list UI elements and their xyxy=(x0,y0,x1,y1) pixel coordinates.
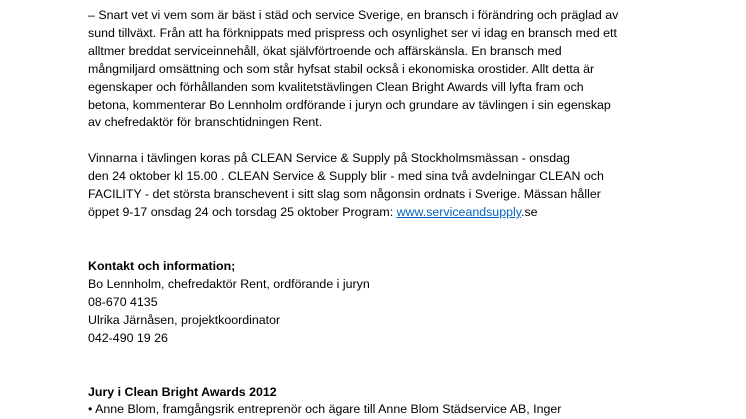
contact-line: 042-490 19 26 xyxy=(88,330,168,345)
event-paragraph xyxy=(88,150,728,222)
contact-line: Bo Lennholm, chefredaktör Rent, ordförande i juryn xyxy=(88,276,370,291)
event-line: FACILITY - det största branschevent i sitt slag som någonsin ordnats i Sverige. Mässan håller xyxy=(88,187,601,202)
jury-member-line: • Anne Blom, framgångsrik entreprenör och ägare till Anne Blom Städservice AB, Inger xyxy=(88,402,562,417)
quote-line: av chefredaktör för branschtidningen Rent. xyxy=(88,115,323,130)
event-line: Vinnarna i tävlingen koras på CLEAN Service & Supply på Stockholmsmässan - onsdag xyxy=(88,151,570,166)
document-page xyxy=(88,7,728,419)
contact-line: Ulrika Järnåsen, projektkoordinator xyxy=(88,312,281,327)
jury-heading: Jury i Clean Bright Awards 2012 xyxy=(88,384,277,399)
program-link[interactable]: www.serviceandsupply xyxy=(396,205,522,220)
event-last-text: öppet 9-17 onsdag 24 och torsdag 25 oktober Program: xyxy=(88,205,397,220)
jury-section xyxy=(88,384,728,419)
quote-paragraph xyxy=(88,7,728,132)
quote-line: betona, kommenterar Bo Lennholm ordförande i juryn och grundare av tävlingen i sin egenskap xyxy=(88,97,611,112)
contact-line: 08-670 4135 xyxy=(88,294,158,309)
quote-line: sund tillväxt. Från att ha förknippats med prispress och osynlighet ser vi idag en bransch med ett xyxy=(88,25,617,40)
quote-line: mångmiljard omsättning och som står hyfsat stabil också i ekonomiska orostider. Allt detta är xyxy=(88,61,595,76)
contact-section xyxy=(88,258,728,348)
contact-heading: Kontakt och information; xyxy=(88,258,236,273)
quote-line: egenskaper och förhållanden som kvalitetstävlingen Clean Bright Awards vill lyfta fram och xyxy=(88,79,584,94)
quote-line: – Snart vet vi vem som är bäst i städ och service Sverige, en bransch i förändring och präglad av xyxy=(88,8,619,22)
event-line: den 24 oktober kl 15.00 . CLEAN Service & Supply blir - med sina två avdelningar CLEAN och xyxy=(88,169,604,184)
quote-line: alltmer breddat serviceinnehåll, ökat självförtroende och affärskänsla. En bransch med xyxy=(88,43,562,58)
link-suffix: .se xyxy=(521,205,538,220)
event-line-last xyxy=(88,204,728,222)
